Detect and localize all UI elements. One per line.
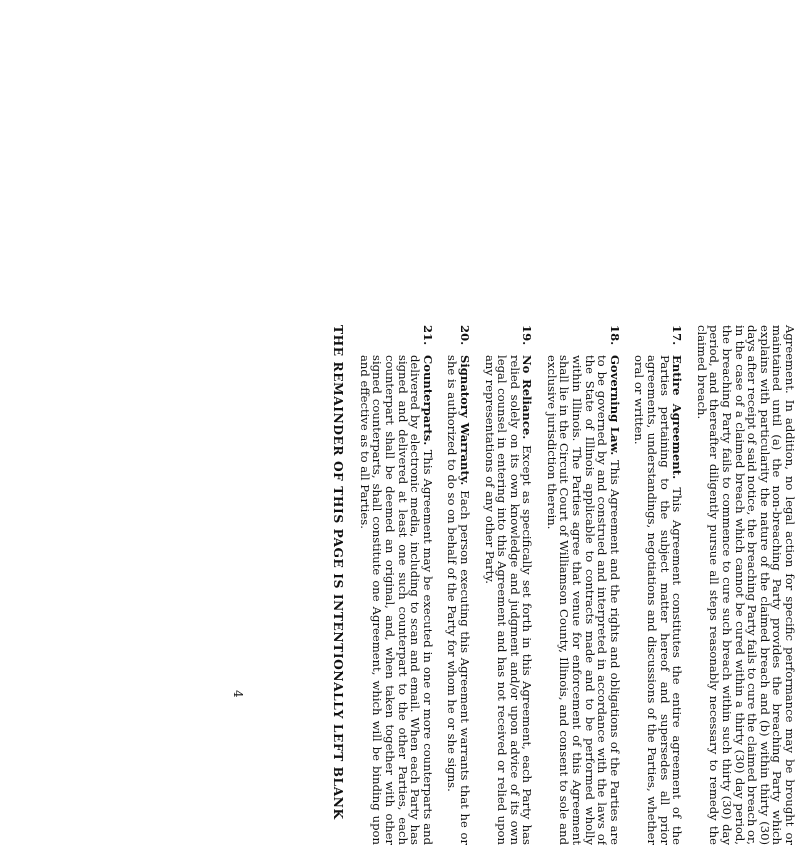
- section-18: [545, 325, 621, 845]
- section-number: 18.: [607, 325, 622, 346]
- rotated-page-content: [180, 0, 800, 845]
- section-text: This Agreement constitutes the entire agreement of the Parties pertaining to the subject matter hereof and supersedes all prior agreements, understandings, negotiations and discussions of the Parties, whether oral or written.: [632, 355, 685, 845]
- section-title: No Reliance.: [520, 355, 535, 446]
- section-title: Counterparts.: [420, 355, 435, 450]
- lead-paragraph: Agreement. In addition, no legal action for specific performance may be brought or maintained until (a) the non-breaching Party provides the breaching Party which explains with particularity the nature of the claimed breach and (b) within thirty (30) days after receipt of said notice, the breaching Party fails to cure the claimed breach or, in the case of a claimed breach which cannot be cured within a thirty (30) day period, the breaching Party fails to commence to cure such breach within such thirty (30) day period, and thereafter diligently pursue all steps reasonably necessary to remedy the claimed breach.: [694, 325, 797, 845]
- section-number: 19.: [520, 325, 535, 346]
- section-19: [483, 325, 533, 845]
- section-title: Entire Agreement.: [670, 355, 685, 488]
- section-title: Governing Law.: [607, 355, 622, 460]
- section-text: Except as specifically set forth in this Agreement, each Party has relied solely on its own knowledge and judgment and/or upon advice of its own legal counsel in entering into this Agreement and has not received or relied upon any representations of any other Party.: [482, 355, 535, 845]
- section-title: Signatory Warranty.: [457, 355, 472, 491]
- section-17: [633, 325, 683, 845]
- section-number: 17.: [670, 325, 685, 346]
- section-21: [358, 325, 434, 845]
- document-body: [332, 325, 796, 845]
- section-text: Each person executing this Agreement warrants that he or she is authorized to do so on behalf of the Party for whom he or she signs.: [445, 355, 472, 845]
- section-text: This Agreement and the rights and obligations of the Parties are to be governed by and construed and interpreted in accordance with the laws of the State of Illinois applicable to contracts made and to be performed wholly within Illinois. The Parties agree that venue for enforcement of this Agreement shall lie in the Circuit Court of Williamson County, Illinois, and consent to sole and exclusive jurisdiction therein.: [544, 355, 622, 845]
- section-number: 20.: [457, 325, 472, 346]
- section-text: This Agreement may be executed in one or more counterparts and delivered by electronic media, including to scan and email. When each Party has signed and delivered at least one such counterpart to the other Parties, each counterpart shall be deemed an original, and, when taken together with other signed counterparts, shall constitute one Agreement, which will be binding upon and effective as to all Parties.: [357, 355, 435, 845]
- closing-line: THE REMAINDER OF THIS PAGE IS INTENTIONALLY LEFT BLANK: [331, 325, 346, 820]
- section-20: [446, 325, 471, 845]
- page-number: 4: [231, 690, 245, 698]
- section-number: 21.: [420, 325, 435, 346]
